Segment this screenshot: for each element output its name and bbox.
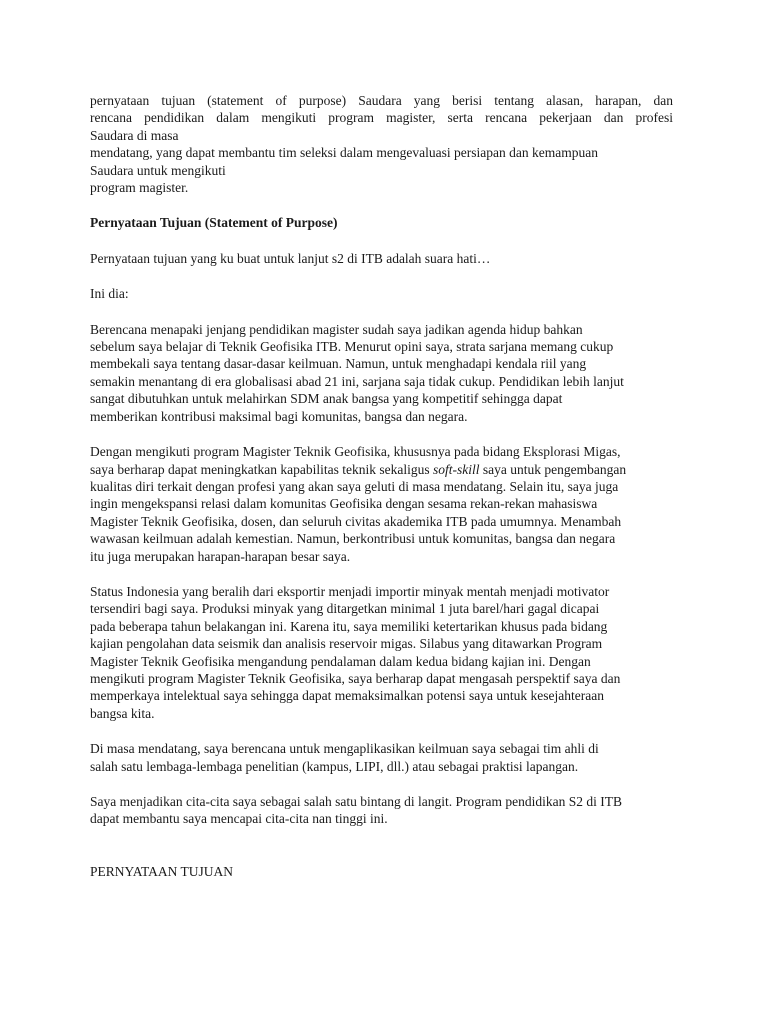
intro-line: Saudara di masa [90,127,179,143]
paragraph-line: Berencana menapaki jenjang pendidikan magister sudah saya jadikan agenda hidup bahkan [90,321,583,337]
opening-sentence: Pernyataan tujuan yang ku buat untuk lanjut s2 di ITB adalah suara hati… [90,250,491,266]
paragraph-2 [90,443,673,565]
paragraph-line: wawasan keilmuan adalah kemestian. Namun, berkontribusi untuk komunitas, bangsa dan negara [90,531,616,547]
paragraph-line: Saya menjadikan cita-cita saya sebagai salah satu bintang di langit. Program pendidikan S2 di ITB [90,794,622,809]
soft-skill-italic: soft-skill [433,461,480,477]
paragraph-line: Magister Teknik Geofisika mengandung pendalaman dalam kedua bidang kajian ini. Dengan [90,653,591,669]
paragraph-line: kualitas diri terkait dengan profesi yang akan saya geluti di masa mendatang. Selain itu, saya juga [90,478,619,494]
paragraph-line: Status Indonesia yang beralih dari eksportir menjadi importir minyak mentah menjadi motivator [90,583,610,599]
paragraph-text: saya untuk pengembangan [479,461,627,477]
paragraph-line [90,461,673,478]
paragraph-line: tersendiri bagi saya. Produksi minyak yang ditargetkan minimal 1 juta barel/hari gagal dicapai [90,601,600,617]
paragraph-line: Magister Teknik Geofisika, dosen, dan seluruh civitas akademika ITB pada umumnya. Menambah [90,513,622,529]
intro-line: pernyataan tujuan (statement of purpose) Saudara yang berisi tentang alasan, harapan, dan [90,93,673,108]
paragraph-1 [90,321,673,425]
paragraph-line: mengikuti program Magister Teknik Geofisika, saya berharap dapat mengasah perspektif saya dan [90,670,621,686]
paragraph-line: Di masa mendatang, saya berencana untuk mengaplikasikan keilmuan saya sebagai tim ahli di [90,741,599,757]
intro-line: rencana pendidikan dalam mengikuti program magister, serta rencana pekerjaan dan profesi [90,110,673,126]
ini-dia-label: Ini dia: [90,286,129,302]
paragraph-4 [90,740,673,775]
paragraph-5 [90,793,673,828]
paragraph-line: Dengan mengikuti program Magister Teknik Geofisika, khususnya pada bidang Eksplorasi Migas, [90,444,621,460]
intro-line: Saudara untuk mengikuti [90,162,226,178]
paragraph-line: sebelum saya belajar di Teknik Geofisika ITB. Menurut opini saya, strata sarjana memang cukup [90,339,614,355]
paragraph-3 [90,583,673,722]
section-heading: Pernyataan Tujuan (Statement of Purpose) [90,215,338,231]
paragraph-text: saya berharap dapat meningkatkan kapabilitas teknik sekaligus [90,461,434,477]
paragraph-line: kajian pengolahan data seismik dan analisis reservoir migas. Silabus yang ditawarkan Program [90,636,603,652]
paragraph-line: sangat dibutuhkan untuk melahirkan SDM anak bangsa yang kompetitif sehingga dapat [90,391,563,407]
paragraph-line: membekali saya tentang dasar-dasar keilmuan. Namun, untuk menghadapi kendala riil yang [90,356,587,372]
paragraph-line: dapat membantu saya mencapai cita-cita nan tinggi ini. [90,811,388,827]
intro-line: mendatang, yang dapat membantu tim seleksi dalam mengevaluasi persiapan dan kemampuan [90,145,598,161]
intro-paragraph [90,92,673,196]
paragraph-line: pada beberapa tahun belakangan ini. Karena itu, saya memiliki ketertarikan khusus pada bidang [90,618,608,634]
closing-heading: PERNYATAAN TUJUAN [90,863,234,879]
paragraph-line: semakin menantang di era globalisasi abad 21 ini, sarjana saja tidak cukup. Pendidikan lebih lanjut [90,373,624,389]
document-body [90,92,673,880]
paragraph-line: memberikan kontribusi maksimal bagi komunitas, bangsa dan negara. [90,408,468,424]
paragraph-line: bangsa kita. [90,705,155,721]
paragraph-line: memperkaya intelektual saya sehingga dapat memaksimalkan potensi saya untuk kesejahteraan [90,688,604,704]
paragraph-line: salah satu lembaga-lembaga penelitian (kampus, LIPI, dll.) atau sebagai praktisi lapangan. [90,758,579,774]
intro-line: program magister. [90,180,189,196]
paragraph-line: ingin mengekspansi relasi dalam komunitas Geofisika dengan sesama rekan-rekan mahasiswa [90,496,598,512]
paragraph-line: itu juga merupakan harapan-harapan besar saya. [90,548,351,564]
